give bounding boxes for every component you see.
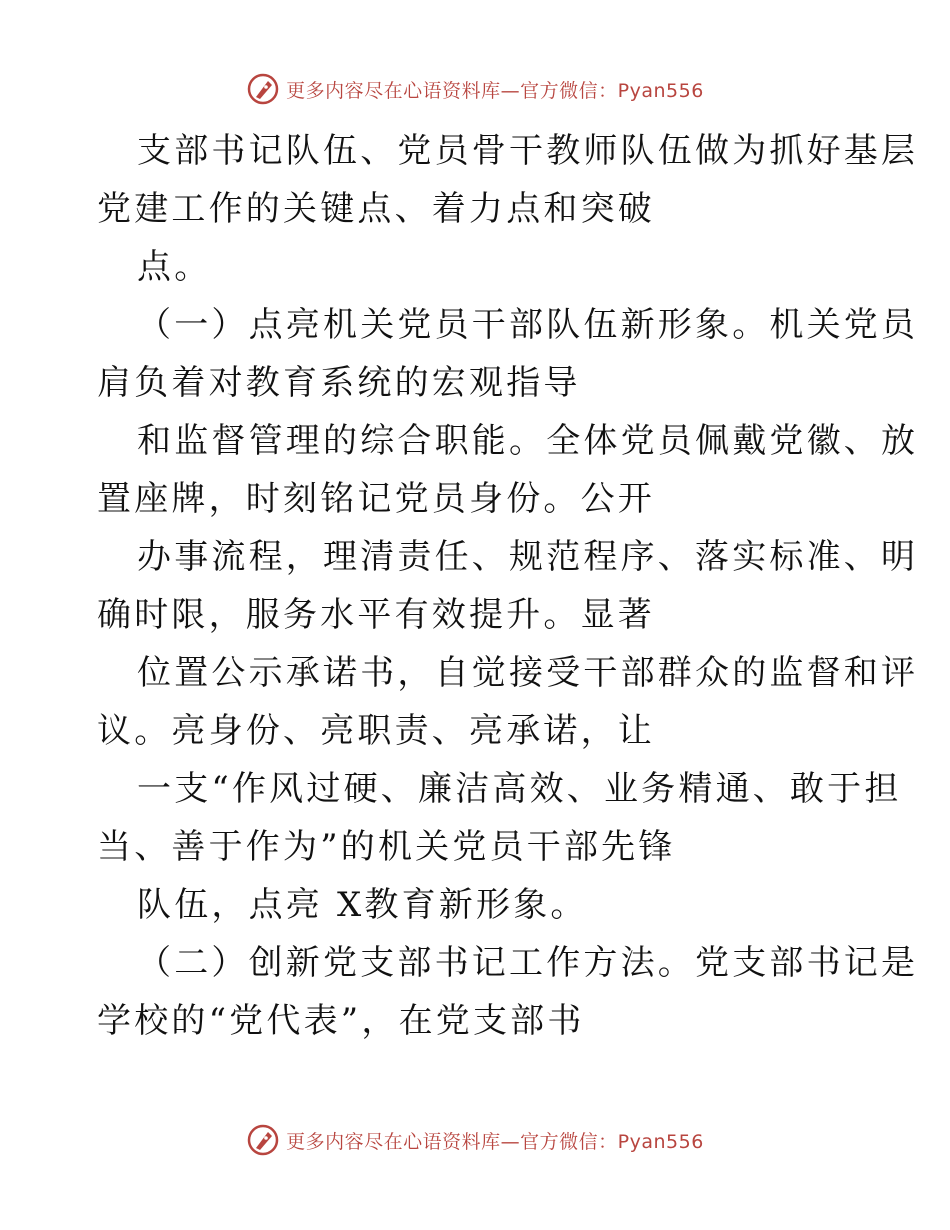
text-line: 位置公示承诺书，自觉接受干部群众的监督和评 [137, 653, 919, 693]
text-line: 队伍，点亮 X教育新形象。 [137, 885, 588, 925]
text-line: （一）点亮机关党员干部队伍新形象。机关党员 [137, 305, 919, 345]
text-line: 点。 [137, 247, 212, 287]
header-watermark [0, 71, 950, 107]
text-line: 办事流程，理清责任、规范程序、落实标准、明 [137, 537, 919, 577]
watermark-text: 更多内容尽在心语资料库—官方微信：Pyan556 [286, 79, 704, 102]
pen-nib-logo-icon [246, 72, 280, 106]
text-line: 一支“作风过硬、廉洁高效、业务精通、敢于担 [137, 769, 902, 809]
text-line: 党建工作的关键点、着力点和突破 [97, 189, 655, 229]
text-line: 确时限，服务水平有效提升。显著 [97, 595, 655, 635]
text-line: 和监督管理的综合职能。全体党员佩戴党徽、放 [137, 421, 919, 461]
document-body [97, 122, 919, 1050]
pen-nib-logo-icon [246, 1123, 280, 1157]
text-line: 议。亮身份、亮职责、亮承诺，让 [97, 711, 655, 751]
text-line: 学校的“党代表”，在党支部书 [97, 1001, 585, 1041]
text-line: 当、善于作为”的机关党员干部先锋 [97, 827, 676, 867]
footer-watermark [0, 1122, 950, 1158]
watermark-text: 更多内容尽在心语资料库—官方微信：Pyan556 [286, 1130, 704, 1153]
text-line: 肩负着对教育系统的宏观指导 [97, 363, 581, 403]
text-line: 置座牌，时刻铭记党员身份。公开 [97, 479, 655, 519]
text-line: （二）创新党支部书记工作方法。党支部书记是 [137, 943, 919, 983]
text-line: 支部书记队伍、党员骨干教师队伍做为抓好基层 [137, 131, 919, 171]
